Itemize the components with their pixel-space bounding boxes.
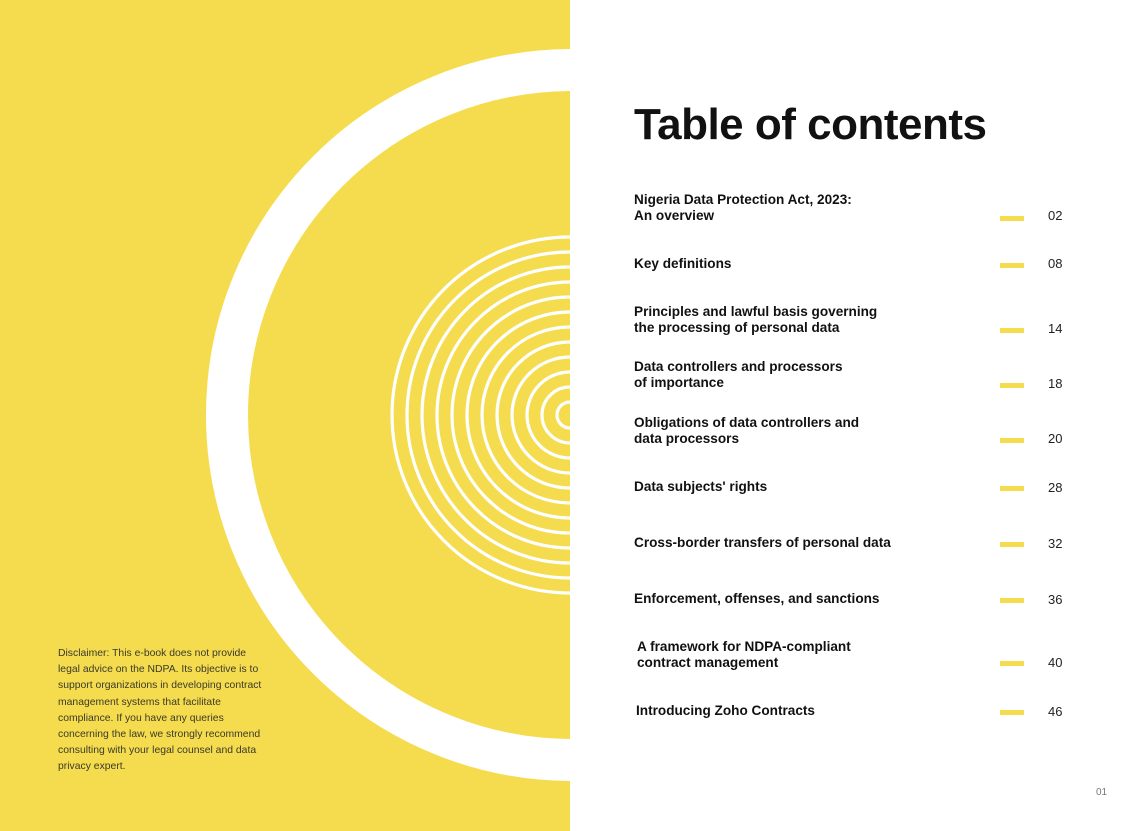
dash-marker bbox=[1000, 328, 1024, 333]
disclaimer-text: Disclaimer: This e-book does not provide legal advice on the NDPA. Its objective is to support organizations in developing contract management systems that facilitate compliance. If you have any queries concerning the law, we strongly recommend consulting with your legal counsel and data privacy expert. bbox=[58, 648, 262, 773]
toc-item-label: A framework for NDPA-compliant contract management bbox=[637, 639, 851, 670]
dash-marker bbox=[1000, 438, 1024, 443]
page-number: 01 bbox=[1096, 787, 1108, 798]
toc-item-label: Data subjects' rights bbox=[634, 479, 768, 494]
toc-item-page: 46 bbox=[1048, 704, 1063, 719]
toc-item[interactable] bbox=[634, 637, 1074, 677]
toc-item-label: Nigeria Data Protection Act, 2023: An overview bbox=[634, 192, 852, 223]
dash-marker bbox=[1000, 263, 1024, 268]
toc-item[interactable] bbox=[634, 525, 1074, 565]
toc-title: Table of contents bbox=[634, 100, 987, 149]
toc-item-page: 28 bbox=[1048, 480, 1063, 495]
dash-marker bbox=[1000, 598, 1024, 603]
toc-item[interactable] bbox=[634, 693, 1074, 733]
toc-panel bbox=[570, 0, 1140, 831]
dash-marker bbox=[1000, 542, 1024, 547]
toc-item[interactable] bbox=[634, 469, 1074, 509]
toc-item-label: Obligations of data controllers and data processors bbox=[634, 415, 860, 446]
dash-marker bbox=[1000, 486, 1024, 491]
toc-item-page: 40 bbox=[1048, 655, 1063, 670]
toc-item-label: Enforcement, offenses, and sanctions bbox=[634, 591, 880, 606]
ring-line bbox=[527, 372, 570, 458]
ring-line bbox=[557, 402, 570, 428]
toc-item[interactable] bbox=[634, 413, 1074, 453]
toc-item-page: 20 bbox=[1048, 431, 1063, 446]
toc-item-page: 08 bbox=[1048, 256, 1063, 271]
toc-item[interactable] bbox=[634, 190, 1074, 230]
toc-item-label: Cross-border transfers of personal data bbox=[634, 535, 891, 550]
dash-marker bbox=[1000, 710, 1024, 715]
toc-item[interactable] bbox=[634, 302, 1074, 342]
dash-marker bbox=[1000, 216, 1024, 221]
toc-item-page: 32 bbox=[1048, 536, 1063, 551]
ring-line bbox=[497, 342, 570, 488]
toc-item-page: 14 bbox=[1048, 321, 1063, 336]
toc-item-label: Key definitions bbox=[634, 256, 732, 271]
toc-item-page: 02 bbox=[1048, 208, 1063, 223]
dash-marker bbox=[1000, 383, 1024, 388]
toc-item[interactable] bbox=[634, 246, 1074, 286]
toc-item[interactable] bbox=[634, 357, 1074, 397]
toc-item-page: 18 bbox=[1048, 376, 1063, 391]
outer-ring bbox=[227, 70, 570, 760]
toc-item-label: Principles and lawful basis governing the processing of personal data bbox=[634, 304, 878, 335]
dash-marker bbox=[1000, 661, 1024, 666]
toc-item[interactable] bbox=[634, 581, 1074, 621]
toc-item-page: 36 bbox=[1048, 592, 1063, 607]
inner-rings bbox=[392, 237, 570, 593]
toc-item-label: Introducing Zoho Contracts bbox=[636, 703, 815, 718]
toc-item-label: Data controllers and processors of importance bbox=[634, 359, 843, 390]
